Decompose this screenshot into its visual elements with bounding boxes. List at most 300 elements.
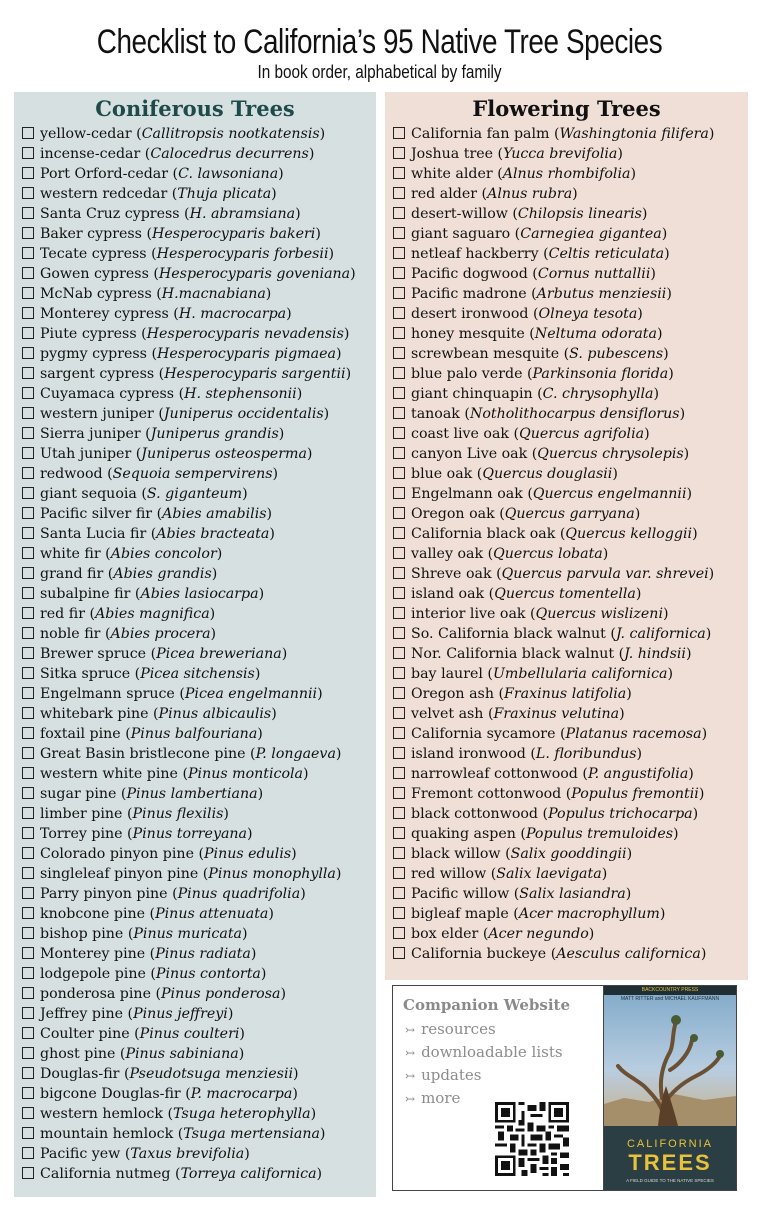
checkbox[interactable] [22,307,34,319]
checkbox[interactable] [22,187,34,199]
checkbox[interactable] [22,507,34,519]
common-name: tanoak [411,406,460,422]
checklist-item: Santa Cruz cypress (H. abramsiana) [22,204,376,224]
common-name: interior live oak [411,606,526,622]
common-name: Port Orford-cedar [40,166,169,182]
checkbox[interactable] [22,247,34,259]
checklist-item: giant sequoia (S. giganteum) [22,484,376,504]
qr-code-icon[interactable] [495,1094,569,1184]
checkbox[interactable] [393,647,405,659]
checkbox[interactable] [393,827,405,839]
scientific-name: Hesperocyparis nevadensis [146,326,344,342]
flowering-heading: Flowering Trees [472,96,661,121]
scientific-name: C. chrysophylla [542,386,654,402]
checklist-item: coast live oak (Quercus agrifolia) [393,424,748,444]
common-name: blue palo verde [411,366,523,382]
scientific-name: Pinus albicaulis [158,706,272,722]
scientific-name: Quercus agrifolia [519,426,645,442]
checkbox[interactable] [22,887,34,899]
common-name: Joshua tree [411,146,494,162]
checkbox[interactable] [22,1147,34,1159]
companion-title: Companion Website [403,996,571,1014]
common-name: McNab cypress [40,286,152,302]
common-name: Engelmann spruce [40,686,175,702]
scientific-name: Celtis reticulata [548,246,665,262]
scientific-name: L. floribundus [535,746,637,762]
companion-link[interactable]: ↣ resources [405,1020,496,1038]
scientific-name: Quercus douglasii [482,466,613,482]
common-name: California buckeye [411,946,547,962]
scientific-name: Abies magnifica [95,606,210,622]
checkbox[interactable] [22,1007,34,1019]
common-name: So. California black walnut [411,626,606,642]
checkbox[interactable] [22,607,34,619]
checkbox[interactable] [22,287,34,299]
checklist-item: mountain hemlock (Tsuga mertensiana) [22,1124,376,1144]
common-name: Pacific yew [40,1146,121,1162]
scientific-name: Arbutus menziesii [536,286,667,302]
common-name: island ironwood [411,746,526,762]
checkbox[interactable] [393,607,405,619]
scientific-name: Tsuga mertensiana [183,1126,320,1142]
common-name: Oregon oak [411,506,495,522]
scientific-name: Calocedrus decurrens [150,146,309,162]
checkbox[interactable] [22,967,34,979]
coniferous-heading: Coniferous Trees [95,96,295,121]
scientific-name: Fraxinus velutina [493,706,620,722]
scientific-name: Picea engelmannii [184,686,318,702]
page-title: Checklist to California’s 95 Native Tree Species [96,23,663,61]
checklist-item: singleleaf pinyon pine (Pinus monophylla) [22,864,376,884]
checkbox[interactable] [393,587,405,599]
common-name: ponderosa pine [40,986,151,1002]
scientific-name: Quercus garryana [504,506,635,522]
scientific-name: Quercus lobata [493,546,603,562]
checkbox[interactable] [22,1047,34,1059]
checkbox[interactable] [22,267,34,279]
checkbox[interactable] [22,647,34,659]
scientific-name: P. angustifolia [587,766,689,782]
scientific-name: Umbellularia californica [492,666,668,682]
checklist-item: So. California black walnut (J. californica) [393,624,748,644]
common-name: honey mesquite [411,326,525,342]
scientific-name: Juniperus osteosperma [141,446,307,462]
common-name: quaking aspen [411,826,516,842]
common-name: Cuyamaca cypress [40,386,175,402]
checklist-item: tanoak (Notholithocarpus densiflorus) [393,404,748,424]
checkbox[interactable] [393,227,405,239]
checklist-item: bishop pine (Pinus muricata) [22,924,376,944]
scientific-name: H. stephensonii [184,386,297,402]
checkbox[interactable] [393,247,405,259]
checkbox[interactable] [22,367,34,379]
scientific-name: J. californica [615,626,706,642]
checklist-item: Parry pinyon pine (Pinus quadrifolia) [22,884,376,904]
companion-website-box[interactable] [392,985,604,1191]
checklist-item: western juniper (Juniperus occidentalis) [22,404,376,424]
book-title-top: CALIFORNIA [626,1138,713,1150]
common-name: Santa Lucia fir [40,526,147,542]
common-name: Sierra juniper [40,426,141,442]
common-name: singleleaf pinyon pine [40,866,199,882]
checklist-item: subalpine fir (Abies lasiocarpa) [22,584,376,604]
checklist-item: California fan palm (Washingtonia filifera) [393,124,748,144]
common-name: Monterey cypress [40,306,169,322]
scientific-name: Pinus ponderosa [161,986,281,1002]
scientific-name: Salix laevigata [496,866,602,882]
scientific-name: Parkinsonia florida [532,366,669,382]
checkbox[interactable] [393,127,405,139]
checkbox[interactable] [393,707,405,719]
scientific-name: Quercus tomentella [494,586,636,602]
checkbox[interactable] [393,187,405,199]
checklist-item: valley oak (Quercus lobata) [393,544,748,564]
checklist-item: western white pine (Pinus monticola) [22,764,376,784]
checklist-item: red fir (Abies magnifica) [22,604,376,624]
checkbox[interactable] [22,427,34,439]
common-name: mountain hemlock [40,1126,174,1142]
scientific-name: Quercus parvula var. shrevei [501,566,709,582]
common-name: giant saguaro [411,226,511,242]
common-name: whitebark pine [40,706,149,722]
checkbox[interactable] [393,447,405,459]
checklist-item: bigleaf maple (Acer macrophyllum) [393,904,748,924]
scientific-name: Populus trichocarpa [548,806,693,822]
scientific-name: Taxus brevifolia [130,1146,245,1162]
checkbox[interactable] [393,767,405,779]
common-name: lodgepole pine [40,966,146,982]
checkbox[interactable] [22,807,34,819]
checkbox[interactable] [22,1107,34,1119]
scientific-name: J. hindsii [624,646,686,662]
checkbox[interactable] [22,567,34,579]
scientific-name: Pinus jeffreyi [133,1006,228,1022]
common-name: bigleaf maple [411,906,509,922]
scientific-name: Populus fremontii [571,786,699,802]
scientific-name: Olneya tesota [538,306,638,322]
scientific-name: Cornus nuttallii [537,266,651,282]
companion-link[interactable]: ↣ downloadable lists [405,1043,563,1061]
checklist-item: interior live oak (Quercus wislizeni) [393,604,748,624]
checkbox[interactable] [22,927,34,939]
page-subtitle: In book order, alphabetical by family [257,62,502,82]
common-name: narrowleaf cottonwood [411,766,578,782]
common-name: Piute cypress [40,326,137,342]
scientific-name: Pinus torreyana [132,826,248,842]
common-name: Oregon ash [411,686,494,702]
common-name: sargent cypress [40,366,155,382]
checkbox[interactable] [393,867,405,879]
checkbox[interactable] [393,927,405,939]
checkbox[interactable] [393,307,405,319]
checklist-item: western hemlock (Tsuga heterophylla) [22,1104,376,1124]
common-name: California black oak [411,526,556,542]
checklist-item: canyon Live oak (Quercus chrysolepis) [393,444,748,464]
checkbox[interactable] [393,567,405,579]
flowering-list [385,124,748,964]
common-name: red fir [40,606,86,622]
checkbox[interactable] [22,627,34,639]
checkbox[interactable] [393,627,405,639]
scientific-name: Quercus engelmannii [532,486,687,502]
common-name: sugar pine [40,786,117,802]
checklist-item: redwood (Sequoia sempervirens) [22,464,376,484]
checkbox[interactable] [22,867,34,879]
checkbox[interactable] [22,527,34,539]
scientific-name: Carnegiea gigantea [520,226,662,242]
checkbox[interactable] [22,547,34,559]
checkbox[interactable] [393,467,405,479]
checkbox[interactable] [22,747,34,759]
checkbox[interactable] [393,287,405,299]
scientific-name: Platanus racemosa [565,726,702,742]
checkbox[interactable] [22,827,34,839]
checklist-item: California nutmeg (Torreya californica) [22,1164,376,1184]
scientific-name: Salix lasiandra [519,886,626,902]
companion-link[interactable]: ↣ updates [405,1066,482,1084]
scientific-name: Abies amabilis [162,506,267,522]
scientific-name: Populus tremuloides [525,826,673,842]
checklist-item: Torrey pine (Pinus torreyana) [22,824,376,844]
common-name: bishop pine [40,926,124,942]
checkbox[interactable] [393,887,405,899]
flowering-panel [385,92,748,980]
scientific-name: Pseudotsuga menziesii [129,1066,294,1082]
checkbox[interactable] [22,987,34,999]
scientific-name: Quercus wislizeni [535,606,663,622]
common-name: screwbean mesquite [411,346,560,362]
scientific-name: Notholithocarpus densiflorus [469,406,680,422]
checklist-item: Shreve oak (Quercus parvula var. shrevei) [393,564,748,584]
common-name: coast live oak [411,426,510,442]
scientific-name: Tsuga heterophylla [173,1106,311,1122]
checkbox[interactable] [22,387,34,399]
checkbox[interactable] [22,487,34,499]
checkbox[interactable] [393,787,405,799]
checkbox[interactable] [22,767,34,779]
checkbox[interactable] [393,947,405,959]
scientific-name: Hesperocyparis bakeri [152,226,316,242]
checklist-item: Oregon ash (Fraxinus latifolia) [393,684,748,704]
common-name: Tecate cypress [40,246,147,262]
checkbox[interactable] [393,667,405,679]
checklist-item: ghost pine (Pinus sabiniana) [22,1044,376,1064]
common-name: netleaf hackberry [411,246,539,262]
checklist-item: Piute cypress (Hesperocyparis nevadensis) [22,324,376,344]
checklist-item: McNab cypress (H.macnabiana) [22,284,376,304]
checkbox[interactable] [393,547,405,559]
scientific-name: Pinus monticola [187,766,303,782]
checkbox[interactable] [22,147,34,159]
common-name: Jeffrey pine [40,1006,124,1022]
common-name: incense-cedar [40,146,141,162]
checklist-item: Pacific dogwood (Cornus nuttallii) [393,264,748,284]
common-name: Colorado pinyon pine [40,846,194,862]
checklist-item: black willow (Salix gooddingii) [393,844,748,864]
scientific-name: Aesculus californica [556,946,701,962]
checkbox[interactable] [22,447,34,459]
common-name: Pacific silver fir [40,506,153,522]
checklist-item: Joshua tree (Yucca brevifolia) [393,144,748,164]
checkbox[interactable] [22,667,34,679]
scientific-name: Abies grandis [113,566,212,582]
scientific-name: Pinus coulteri [139,1026,240,1042]
checkbox[interactable] [393,747,405,759]
common-name: island oak [411,586,485,602]
common-name: California fan palm [411,126,550,142]
checkbox[interactable] [22,1167,34,1179]
checkbox[interactable] [393,167,405,179]
checkbox[interactable] [393,267,405,279]
scientific-name: S. pubescens [569,346,664,362]
checklist-item: velvet ash (Fraxinus velutina) [393,704,748,724]
common-name: Sitka spruce [40,666,131,682]
common-name: blue oak [411,466,473,482]
checkbox[interactable] [22,587,34,599]
scientific-name: Abies bracteata [156,526,270,542]
checklist-item: incense-cedar (Calocedrus decurrens) [22,144,376,164]
checklist-item: narrowleaf cottonwood (P. angustifolia) [393,764,748,784]
common-name: canyon Live oak [411,446,528,462]
checkbox[interactable] [393,527,405,539]
common-name: Utah juniper [40,446,132,462]
scientific-name: Hesperocyparis sargentii [164,366,346,382]
checklist-item: Monterey cypress (H. macrocarpa) [22,304,376,324]
checkbox[interactable] [393,407,405,419]
scientific-name: Alnus rubra [487,186,573,202]
checkbox[interactable] [22,327,34,339]
checkbox[interactable] [22,1067,34,1079]
checkbox[interactable] [22,347,34,359]
checkbox[interactable] [393,427,405,439]
common-name: pygmy cypress [40,346,147,362]
scientific-name: Acer negundo [488,926,589,942]
book-tagline: A FIELD GUIDE TO THE NATIVE SPECIES [626,1178,714,1183]
checklist-item: yellow-cedar (Callitropsis nootkatensis) [22,124,376,144]
checklist-item: giant saguaro (Carnegiea gigantea) [393,224,748,244]
checklist-item: giant chinquapin (C. chrysophylla) [393,384,748,404]
checkbox[interactable] [22,467,34,479]
scientific-name: Juniperus occidentalis [163,406,324,422]
scientific-name: Hesperocyparis pigmaea [157,346,336,362]
scientific-name: Picea breweriana [156,646,282,662]
scientific-name: Acer macrophyllum [518,906,660,922]
scientific-name: S. giganteum [146,486,243,502]
checkbox[interactable] [22,127,34,139]
checkbox[interactable] [393,807,405,819]
checklist-item: Santa Lucia fir (Abies bracteata) [22,524,376,544]
checkbox[interactable] [393,727,405,739]
checklist-item: ponderosa pine (Pinus ponderosa) [22,984,376,1004]
common-name: desert-willow [411,206,508,222]
checkbox[interactable] [22,407,34,419]
checkbox[interactable] [393,687,405,699]
checkbox[interactable] [22,687,34,699]
checkbox[interactable] [22,787,34,799]
checkbox[interactable] [393,147,405,159]
checkbox[interactable] [22,1087,34,1099]
scientific-name: Abies procera [110,626,211,642]
checkbox[interactable] [22,227,34,239]
checklist-item: Douglas-fir (Pseudotsuga menziesii) [22,1064,376,1084]
arrow-icon: ↣ [405,1092,416,1106]
scientific-name: Torreya californica [180,1166,317,1182]
checklist-item: Engelmann spruce (Picea engelmannii) [22,684,376,704]
checklist-item: black cottonwood (Populus trichocarpa) [393,804,748,824]
companion-link[interactable]: ↣ more [405,1089,461,1107]
scientific-name: Pinus flexilis [132,806,224,822]
checklist-item: California black oak (Quercus kelloggii) [393,524,748,544]
book-authors: MATT RITTER and MICHAEL KAUFFMANN [620,996,720,1002]
common-name: Coulter pine [40,1026,130,1042]
checklist-item: grand fir (Abies grandis) [22,564,376,584]
checklist-item: sargent cypress (Hesperocyparis sargentii) [22,364,376,384]
checklist-item: Jeffrey pine (Pinus jeffreyi) [22,1004,376,1024]
checkbox[interactable] [22,207,34,219]
checkbox[interactable] [22,1127,34,1139]
scientific-name: Picea sitchensis [140,666,255,682]
coniferous-panel [14,92,376,1197]
common-name: western juniper [40,406,154,422]
checkbox[interactable] [393,327,405,339]
scientific-name: Quercus chrysolepis [537,446,684,462]
checklist-item: Monterey pine (Pinus radiata) [22,944,376,964]
scientific-name: Pinus quadrifolia [177,886,301,902]
checklist-item: Pacific willow (Salix lasiandra) [393,884,748,904]
checkbox[interactable] [22,167,34,179]
checkbox[interactable] [393,847,405,859]
common-name: Douglas-fir [40,1066,120,1082]
common-name: giant chinquapin [411,386,533,402]
scientific-name: Pinus balfouriana [130,726,258,742]
scientific-name: Neltuma odorata [534,326,657,342]
checklist-item: Baker cypress (Hesperocyparis bakeri) [22,224,376,244]
scientific-name: Pinus edulis [204,846,292,862]
common-name: western redcedar [40,186,168,202]
checkbox[interactable] [22,947,34,959]
checkbox[interactable] [393,507,405,519]
checkbox[interactable] [22,847,34,859]
common-name: limber pine [40,806,123,822]
common-name: California sycamore [411,726,556,742]
checklist-item: Colorado pinyon pine (Pinus edulis) [22,844,376,864]
checklist-item: California sycamore (Platanus racemosa) [393,724,748,744]
common-name: giant sequoia [40,486,137,502]
checkbox[interactable] [22,907,34,919]
checkbox[interactable] [393,347,405,359]
checkbox[interactable] [22,1027,34,1039]
checkbox[interactable] [22,727,34,739]
checklist-item: Pacific yew (Taxus brevifolia) [22,1144,376,1164]
common-name: foxtail pine [40,726,121,742]
common-name: Torrey pine [40,826,123,842]
checkbox[interactable] [22,707,34,719]
checkbox[interactable] [393,387,405,399]
checklist-item: blue oak (Quercus douglasii) [393,464,748,484]
checklist-item: screwbean mesquite (S. pubescens) [393,344,748,364]
checkbox[interactable] [393,487,405,499]
checkbox[interactable] [393,907,405,919]
common-name: Pacific dogwood [411,266,528,282]
common-name: bigcone Douglas-fir [40,1086,181,1102]
checkbox[interactable] [393,207,405,219]
checkbox[interactable] [393,367,405,379]
book-cover-image[interactable] [603,985,737,1191]
scientific-name: Hesperocyparis goveniana [158,266,351,282]
coniferous-list [14,124,376,1184]
checklist-item: Pacific madrone (Arbutus menziesii) [393,284,748,304]
common-name: velvet ash [411,706,484,722]
